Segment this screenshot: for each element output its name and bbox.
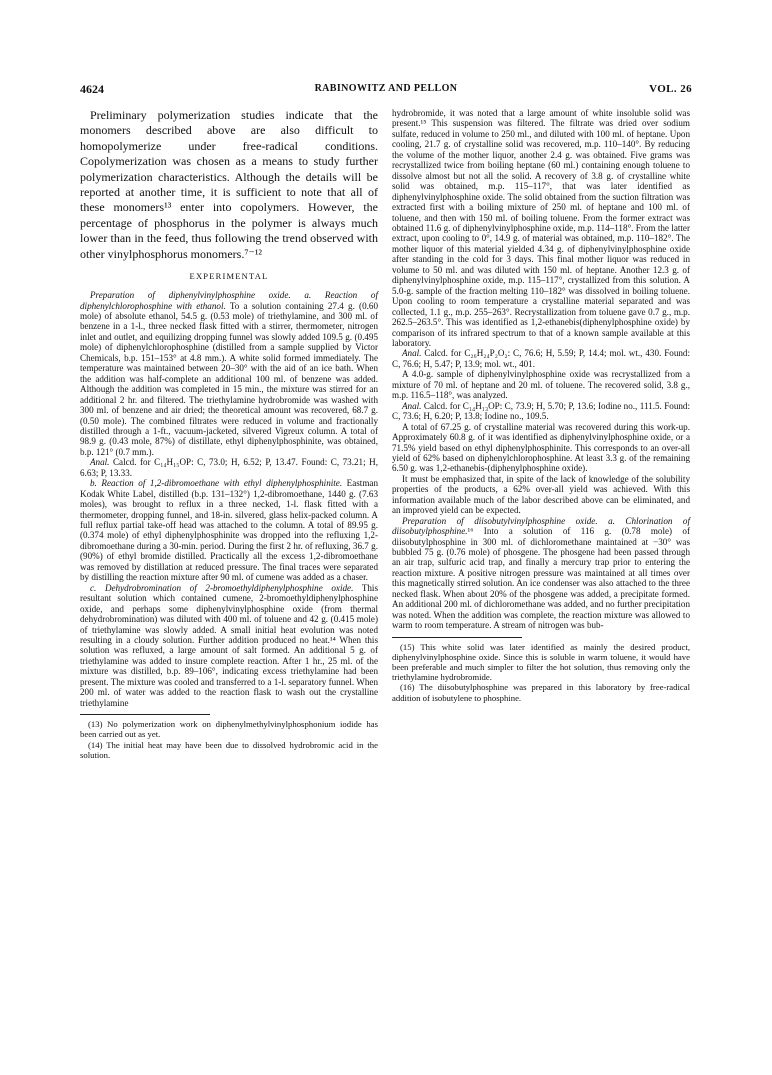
anal-label: Anal. — [402, 348, 422, 359]
running-title: RABINOWITZ AND PELLON — [314, 83, 458, 94]
footnote-divider — [80, 714, 210, 715]
anal-label: Anal. — [402, 400, 422, 411]
chlorination-paragraph — [392, 516, 690, 631]
chlorination-body: Into a solution of 116 g. (0.78 mole) of diisobutylphosphine in 300 ml. of dichloromethane maintained at −30° was bubbled 75 g. (0.76 mole) of phosgene. The phosgene had been passed through an air trap, sulfuric acid trap, and finally a mercury trap prior to entering the reaction mixture. A positive nitrogen pressure was maintained at all times over this magnetically stirred solution. An ice condenser was also attached to the three necked flask. When about 20% of the phosgene was added, a precipitate formed. An additional 200 ml. of dichloromethane was added, and no further precipitation was noted. When the addition was complete, the reaction mixture was allowed to warm to room temperature. A stream of nitrogen was bub- — [392, 526, 690, 631]
procedure-b-paragraph — [80, 478, 378, 583]
left-column — [80, 108, 378, 760]
page-header — [80, 80, 692, 98]
anal-label: Anal. — [90, 457, 110, 468]
continuation-paragraph: hydrobromide, it was noted that a large amount of white insoluble solid was present.¹⁵ This suspension was filtered. The filtrate was dried over sodium sulfate, reduced in volume to 250 ml., and diluted with 100 ml. of heptane. Upon cooling, 21.7 g. of crystalline solid was recovered, m.p. 110–140°. By reducing the volume of the mother liquor, another 2.4 g. was obtained. Five grams was recrystallized twice from boiling heptane (60 ml.) containing enough toluene to dissolve almost but not all the solid. A recovery of 3.8 g. of crystalline white solid was obtained, m.p. 115–117°, that was later identified as diphenylvinylphosphine oxide. The solid obtained from the suction filtration was extracted first with a boiling mixture of 250 ml. of heptane and 100 ml. of toluene, and then with 150 ml. of boiling toluene. From the former extract was obtained 11.6 g. of diphenylvinylphosphine oxide, m.p. 114–118°. From the latter extract, upon cooling to 0°, 14.9 g. of material was obtained, m.p. 110–182°. The mother liquor of this material yielded 4.34 g. of diphenylvinylphosphine oxide after standing in the cold for 3 days. This final mother liquor was reduced in volume to 50 ml. and was diluted with 150 ml. of heptane. Another 12.3 g. of diphenylvinylphosphine oxide, m.p. 115–117°, crystallized from this solution. A 5.0-g. sample of the fraction melting 110–182° was dissolved in boiling toluene. Upon cooling to room temperature a crystalline material separated and was collected, 1.1 g., m.p. 255–263°. Recrystallization from toluene gave 0.7 g., m.p. 262.5–263.5°. This was identified as 1,2-ethanebis(diphenylphosphine oxide) by comparison of its infrared spectrum to that of a known sample available at this laboratory. — [392, 108, 690, 348]
analysis-2-text: Calcd. for C₁₄H₁₃OP: C, 73.9; H, 5.70; P, 13.6; Iodine no., 111.5. Found: C, 73.6; H, 6.20; P, 13.8; Iodine no., 109.5. — [392, 400, 690, 422]
yield-paragraph: A total of 67.25 g. of crystalline material was recovered during this work-up. Approximately 60.8 g. of it was identified as diphenylvinylphosphine oxide, or a 71.5% yield based on ethyl diphenylphosphinite. This corresponds to an over-all yield of 62% based on diphenylchlorophosphine. At least 3.3 g. of the remaining 6.50 g. was 1,2-ethanebis-(diphenylphosphine oxide). — [392, 421, 690, 474]
analysis-2-paragraph — [392, 401, 690, 422]
chlorination-heading: Preparation of diisobutylvinylphosphine oxide. a. Chlorination of diisobutylphosphine. — [392, 515, 690, 537]
footnote-16: (16) The diisobutylphosphine was prepared in this laboratory by free-radical addition of isobutylene to phosphine. — [392, 682, 690, 703]
footnote-14: (14) The initial heat may have been due to dissolved hydrobromic acid in the solution. — [80, 739, 378, 760]
procedure-a-body: To a solution containing 27.4 g. (0.60 mole) of absolute ethanol, 54.5 g. (0.53 mole) of triethylamine, and 300 ml. of benzene in a 1-l., three necked flask fitted with a stirrer, thermometer, nitrogen inlet and outlet, and equilizing dropping funnel was slowly added 109.5 g. (0.495 mole) of diphenylchlorophosphine (distilled from a sample supplied by Victor Chemicals, b.p. 151–153° at 4.8 mm.). A white solid formed immediately. The temperature was maintained between 20–30° with the aid of an ice bath. When the addition was half-complete an additional 100 ml. of benzene was added. Although the addition was completed in 15 min., the mixture was stirred for an additional 2 hr. and filtered. The triethylamine hydrobromide was washed with 300 ml. of benzene and air dried; the theoretical amount was recovered, 68.7 g. (0.50 mole). The combined filtrates were reduced in volume and fractionally distilled through a 1-ft., vacuum-jacketed, silvered Vigreux column. A total of 98.9 g. (0.43 mole, 87%) of distillate, ethyl diphenylphosphinite, was obtained, b.p. 121° (0.7 mm.). — [80, 300, 378, 457]
intro-paragraph: Preliminary polymerization studies indicate that the monomers described above are also difficult to homopolymerize under free-radical conditions. Copolymerization was chosen as a means to study further polymerization characteristics. Although the details will be reported at another time, it is sufficient to note that all of these monomers¹³ enter into copolymers. However, the percentage of phosphorus in the polymer is always much lower than in the feed, thus following the trend observed with other vinylphosphorus monomers.⁷⁻¹² — [80, 108, 378, 261]
procedure-c-paragraph — [80, 583, 378, 708]
footnote-13: (13) No polymerization work on diphenylmethylvinylphosphonium iodide has been carried out as yet. — [80, 719, 378, 740]
analysis-1-text: Calcd. for C₂₆H₂₄P₂O₂: C, 76.6; H, 5.59; P, 14.4; mol. wt., 430. Found: C, 76.6; H, 5.47; P, 13.9; mol. wt., 401. — [392, 348, 690, 369]
procedure-c-heading: c. Dehydrobromination of 2-bromoethyldiphenylphosphine oxide. — [90, 582, 354, 593]
analysis-1-paragraph — [392, 348, 690, 369]
procedure-a-paragraph — [80, 290, 378, 457]
right-column — [392, 108, 690, 703]
procedure-c-body: This resultant solution which contained cumene, 2-bromoethyldiphenylphosphine oxide, and perhaps some diphenylvinylphosphine oxide (from thermal dehydrobromination) was diluted with 400 ml. of toluene and 42 g. (0.415 mole) of triethylamine was slowly added. A small initial heat evolution was noted resulting in a cloudy solution. Further addition produced no heat.¹⁴ When this solution was refluxed, a large amount of salt formed. An additional 5 g. of triethylamine was added to insure complete reaction. After 1 hr., 25 ml. of the mixture was distilled, b.p. 89–106°, indicating excess triethylamine had been present. The mixture was cooled and transferred to a 1-l. separatory funnel. When 200 ml. of water was added to the reaction flask to wash out the crystalline triethylamine — [80, 582, 378, 708]
footnote-divider — [392, 637, 522, 638]
procedure-b-body: Eastman Kodak White Label, distilled (b.p. 131–132°) 1,2-dibromoethane, 1440 g. (7.63 moles), was brought to reflux in a three necked, 1-l. flask fitted with a thermometer, dropping funnel, and 18-in. silvered, glass helix-packed column. A full reflux partial take-off head was attached to the column. A total of 89.95 g. (0.374 mole) of ethyl diphenylphosphinite was dropped into the refluxing 1,2-dibromoethane during a 30-min. period. During the first 2 hr. of refluxing, 36.7 g. (90%) of ethyl bromide distilled. Practically all the excess 1,2-dibromoethane was removed by distillation at reduced pressure. The final traces were separated by distilling the reaction mixture after 90 ml. of cumene was added as a chaser. — [80, 478, 378, 583]
volume-label: VOL. 26 — [649, 83, 692, 95]
emphasis-paragraph: It must be emphasized that, in spite of the lack of knowledge of the solubility properties of the products, a 62% over-all yield was achieved. With this information available much of the labor described above can be eliminated, and an improved yield can be expected. — [392, 473, 690, 516]
footnote-15: (15) This white solid was later identified as mainly the desired product, diphenylvinylphosphine oxide. Since this is soluble in warm toluene, it would have been preferable and much simpler to filter the hot solution, thus removing only the triethylamine hydrobromide. — [392, 641, 690, 683]
footnote-ref-16: ¹⁶ — [467, 526, 474, 537]
section-title: EXPERIMENTAL — [189, 271, 269, 282]
analysis-a-text: Calcd. for C₁₄H₁₅OP: C, 73.0; H, 6.52; P, 13.47. Found: C, 73.21; H, 6.63; P, 13.33. — [80, 457, 378, 478]
analysis-a-paragraph — [80, 457, 378, 478]
procedure-a-heading: Preparation of diphenylvinylphosphine oxide. a. Reaction of diphenylchlorophosphine with ethanol. — [80, 290, 378, 311]
page-number: 4624 — [80, 82, 104, 96]
procedure-b-heading: b. Reaction of 1,2-dibromoethane with ethyl diphenylphosphinite. — [90, 478, 343, 489]
recrystallization-paragraph: A 4.0-g. sample of diphenylvinylphosphine oxide was recrystallized from a mixture of 70 ml. of heptane and 20 ml. of toluene. The recovered solid, 3.8 g., m.p. 116.5–118°, was analyzed. — [392, 369, 690, 401]
